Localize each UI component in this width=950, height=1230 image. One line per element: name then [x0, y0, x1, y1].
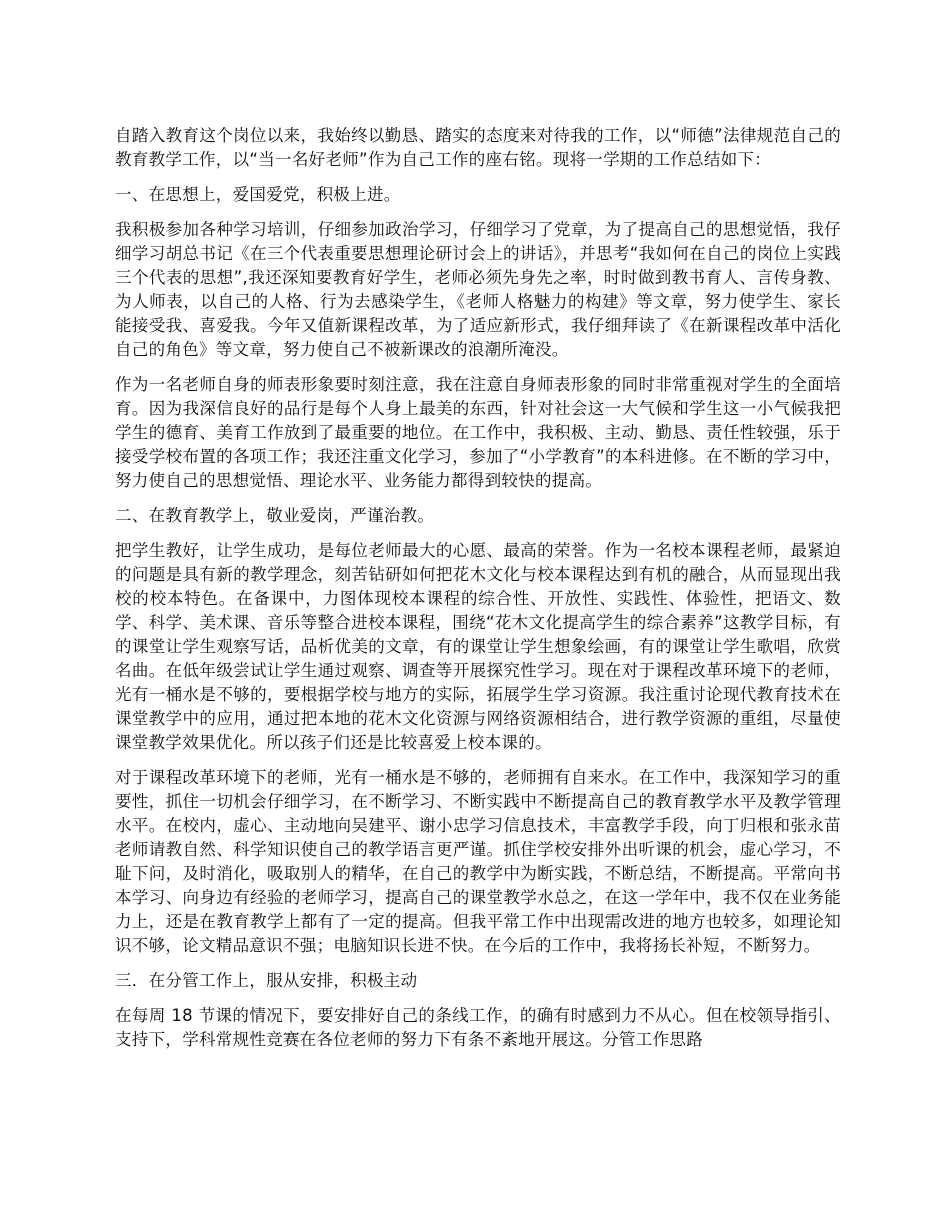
section-heading-2: 二、在教育教学上，敬业爱岗，严谨治教。: [115, 506, 435, 525]
paragraph-learning: 对于课程改革环境下的老师，光有一桶水是不够的，老师拥有自来水。在工作中，我深知学习的重要性，抓住一切机会仔细学习，在不断学习、不断实践中不断提高自己的教育教学水平及教学管理水平。在校内，虚心、主动地向吴建平、谢小忠学习信息技术，丰富教学手段，向丁归根和张永苗老师请教自然、科学知识使自己的教学语言更严谨。抓住学校安排外出听课的机会，虚心学习，不耻下问，及时消化，吸取别人的精华，在自己的教学中为断实践，不断总结，不断提高。平常向书本学习、向身边有经验的老师学习，提高自己的课堂教学水总之，在这一学年中，我不仅在业务能力上，还是在教育教学上都有了一定的提高。但我平常工作中出现需改进的地方也较多，如理论知识不够，论文精品意识不强；电脑知识长进不快。在今后的工作中，我将扬长补短，不断努力。: [115, 768, 841, 955]
paragraph-teacher-image: 作为一名老师自身的师表形象要时刻注意，我在注意自身师表形象的同时非常重视对学生的全面培育。因为我深信良好的品行是每个人身上最美的东西，针对社会这一大气候和学生这一小气候我把学生的德育、美育工作放到了最重要的地位。在工作中，我积极、主动、勤恳、责任性较强，乐于接受学校布置的各项工作；我还注重文化学习，参加了“小学教育”的本科进修。在不断的学习中，努力使自己的思想觉悟、理论水平、业务能力都得到较快的提高。: [115, 375, 841, 490]
paragraph-curriculum: 把学生教好，让学生成功，是每位老师最大的心愿、最高的荣誉。作为一名校本课程老师，最紧迫的问题是具有新的教学理念，刻苦钻研如何把花木文化与校本课程达到有机的融合，从而显现出我校的校本特色。在备课中，力图体现校本课程的综合性、开放性、实践性、体验性，把语文、数学、科学、美术课、音乐等整合进校本课程，围绕“花木文化提高学生的综合素养”这教学目标，有的课堂让学生观察写话，品析优美的文章，有的课堂让学生想象绘画，有的课堂让学生歌唱，欣赏名曲。在低年级尝试让学生通过观察、调查等开展探究性学习。现在对于课程改革环境下的老师，光有一桶水是不够的，要根据学校与地方的实际，拓展学生学习资源。我注重讨论现代教育技术在课堂教学中的应用，通过把本地的花木文化资源与网络资源相结合，进行教学资源的重组，尽量使课堂教学效果优化。所以孩子们还是比较喜爱上校本课的。: [115, 541, 841, 752]
paragraph-intro: 自踏入教育这个岗位以来，我始终以勤恳、踏实的态度来对待我的工作，以“师德”法律规范自己的教育教学工作，以“当一名好老师”作为自己工作的座右铭。现将一学期的工作总结如下：: [115, 126, 841, 169]
section-heading-3: 三．在分管工作上，服从安排，积极主动: [115, 971, 418, 990]
paragraph-management: 在每周 18 节课的情况下，要安排好自己的条线工作，的确有时感到力不从心。但在校领导指引、支持下，学科常规性竞赛在各位老师的努力下有条不紊地开展这。分管工作思路: [115, 1006, 841, 1049]
paragraph-study: 我积极参加各种学习培训，仔细参加政治学习，仔细学习了党章，为了提高自己的思想觉悟，我仔细学习胡总书记《在三个代表重要思想理论研讨会上的讲话》，并思考“我如何在自己的岗位上实践三个代表的思想”,我还深知要教育好学生，老师必须先身先之率，时时做到教书育人、言传身教、为人师表，以自己的人格、行为去感染学生，《老师人格魅力的构建》等文章，努力使学生、家长能接受我、喜爱我。今年又值新课程改革，为了适应新形式，我仔细拜读了《在新课程改革中活化自己的角色》等文章，努力使自己不被新课改的浪潮所淹没。: [115, 220, 841, 359]
section-heading-1: 一、在思想上，爱国爱党，积极上进。: [115, 185, 401, 204]
document-body: [115, 124, 841, 1063]
